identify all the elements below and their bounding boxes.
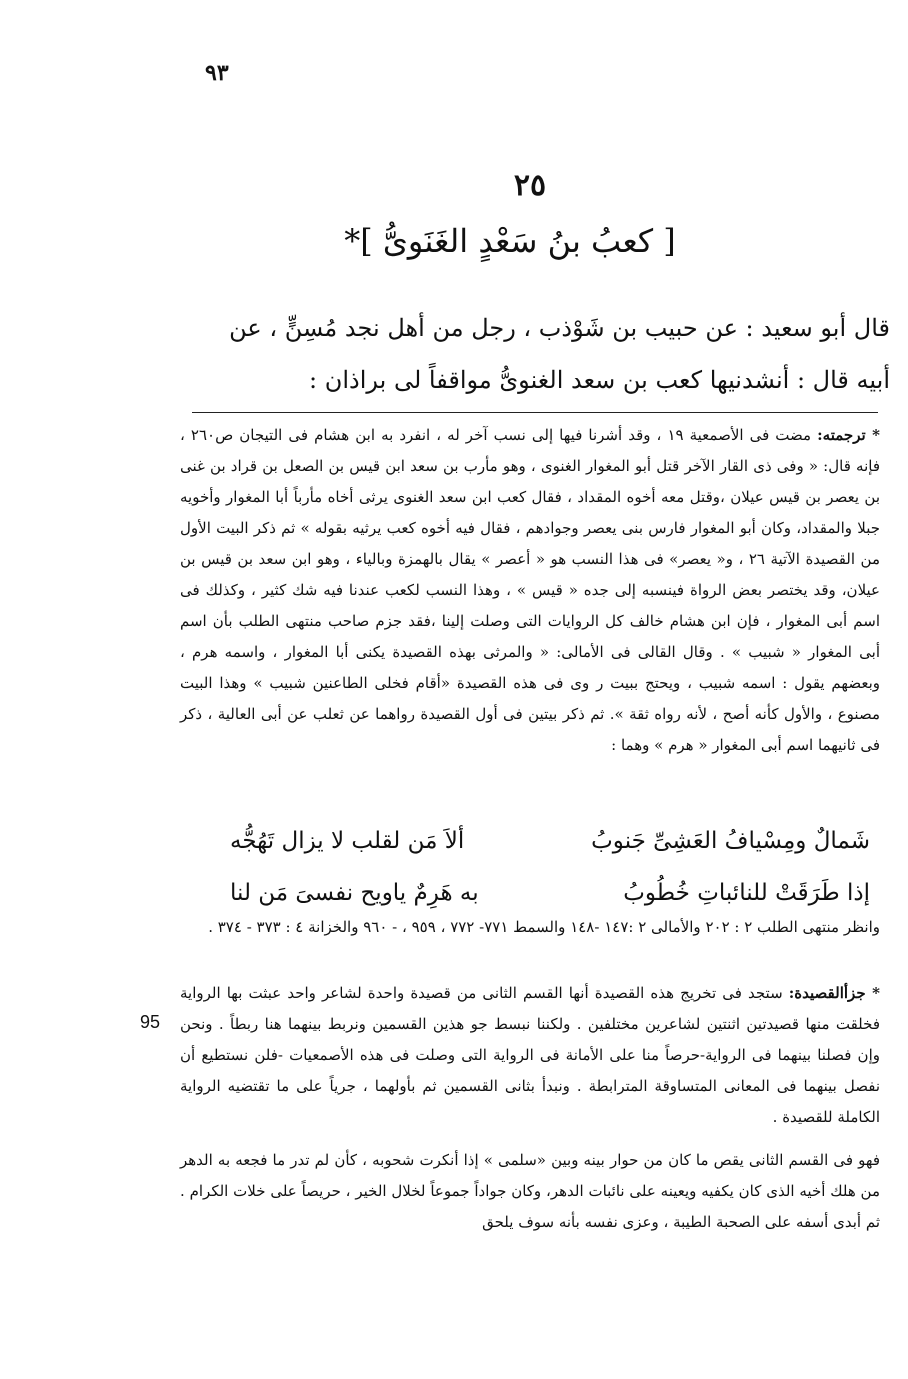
- footnote-biography-label: * ترجمته:: [817, 426, 880, 444]
- intro-line-2: أبيه قال : أنشدنيها كعب بن سعد الغنوىُّ مواقفاً لى براذان :: [309, 366, 890, 394]
- poem-title: [ كعبُ بنُ سَعْدٍ الغَنَوىُّ ]*: [344, 222, 676, 260]
- page-number: ٩٣: [205, 60, 229, 86]
- footnote-parts: [180, 978, 880, 1133]
- verse-hemistich-second: إذا طَرَقَتْ للنائباتِ خُطُوبُ: [623, 880, 870, 906]
- poem-number: ٢٥: [513, 168, 547, 203]
- quoted-verses: [230, 815, 870, 919]
- footnote-divider: [192, 412, 878, 413]
- verse-line: [230, 815, 870, 867]
- verse-hemistich-second: شَمالٌ ومِسْيافُ العَشِىِّ جَنوبُ: [591, 828, 870, 854]
- references: وانظر منتهى الطلب ٢ : ٢٠٢ والأمالى ٢ :١٤٧ -١٤٨ والسمط ٧٧١- ٧٧٢ ، ٩٥٩ ، - ٩٦٠ والخزانة ٤ : ٣٧٣ - ٣٧٤ .: [208, 918, 880, 936]
- verse-hemistich-first: ألاَ مَن لقلب لا يزال تَهُجُّه: [230, 828, 465, 854]
- footnote-summary: فهو فى القسم الثانى يقص ما كان من حوار بينه وبين «سلمى » إذا أنكرت شحوبه ، كأن لم تدر ما فجعه به الدهر من هلك أخيه الذى كان يكفيه ويعينه على نائبات الدهر، وكان جواداً جموعاً لخلال الخير ، حريصاً على خلات الكرام . ثم أبدى أسفه على الصحبة الطيبة ، وعزى نفسه بأنه سوف يلحق: [180, 1151, 880, 1231]
- footnote-parts-text: ستجد فى تخريج هذه القصيدة أنها القسم الثانى من قصيدة واحدة لشاعر واحد عبثت بها الرواية فخلقت منها قصيدتين اثنتين لشاعرين مختلفين . ولكننا نبسط جو هذين القسمين ونربط بينهما هنا ربطاً . ونحن وإن فصلنا بينهما فى الرواية-حرصاً منا على الأمانة فى الرواية التى وصلت فى هذه الأصمعيات -فلن نستطيع أن نفصل بينهما فى المعانى المتساوقة المترابطة . ونبدأ بثانى القسمين ثم بأولهما ، جرياً على ما تقتضيه الرواية الكاملة للقصيدة .: [180, 984, 880, 1126]
- margin-number: 95: [140, 1012, 161, 1032]
- footnote-parts-label: * جزأالقصيدة:: [788, 984, 880, 1002]
- verse-hemistich-first: به هَرِمٌ ياويح نفسىَ مَن لنا: [230, 880, 479, 906]
- intro-line-1: قال أبو سعيد : عن حبيب بن شَوْذب ، رجل من أهل نجد مُسِنٍّ ، عن: [229, 314, 890, 342]
- footnote-biography-text: مضت فى الأصمعية ١٩ ، وقد أشرنا فيها إلى نسب آخر له ، انفرد به ابن هشام فى التيجان ص٢٦٠ ، فإنه قال: « وفى ذى القار الآخر قتل أبو المغوار الغنوى ، وهو مأرب بن سعد ابن قيس بن الصعل بن قراد بن غنى بن يعصر بن قيس عيلان ،وقتل معه أخوه المقداد ، فقال كعب ابن سعد الغنوى يرثى أخاه مأرباً أبا المغوار وأخويه جبلا والمقداد، وكان أبو المغوار فارس بنى يعصر وجوادهم ، فقال فيه أخوه كعب يرثيه بقوله » ثم ذكر البيت الأول من القصيدة الآتية ٢٦ ، و« يعصر» فى هذا النسب هو « أعصر » يقال بالهمزة وبالياء ، وهو ابن سعد بن قيس بن عيلان، وقد يختصر بعض الرواة فينسبه إلى جده « قيس » ، وهذا النسب لكعب عندنا فيه شك كثير ، وكذلك فى اسم أبى المغوار ، فإن ابن هشام خالف كل الروايات التى وصلت إلينا ،فقد جزم صاحب منتهى الطلب بأن اسم أبى المغوار « شبيب » . وقال القالى فى الأمالى: « والمرثى بهذه القصيدة يكنى أبا المغوار ، واسمه هرم ، وبعضهم يقول : اسمه شبيب ، ويحتج ببيت ر وى فى هذه القصيدة «أقام فخلى الطاعنين شبيب » وهذا البيت مصنوع ، والأول كأنه أصح ، لأنه رواه ثقة ». ثم ذكر بيتين فى أول القصيدة رواهما عن ثعلب عن أبى العالية ، ذكر فى ثانيهما اسم أبى المغوار « هرم » وهما :: [180, 426, 880, 754]
- footnote-biography: [180, 420, 880, 761]
